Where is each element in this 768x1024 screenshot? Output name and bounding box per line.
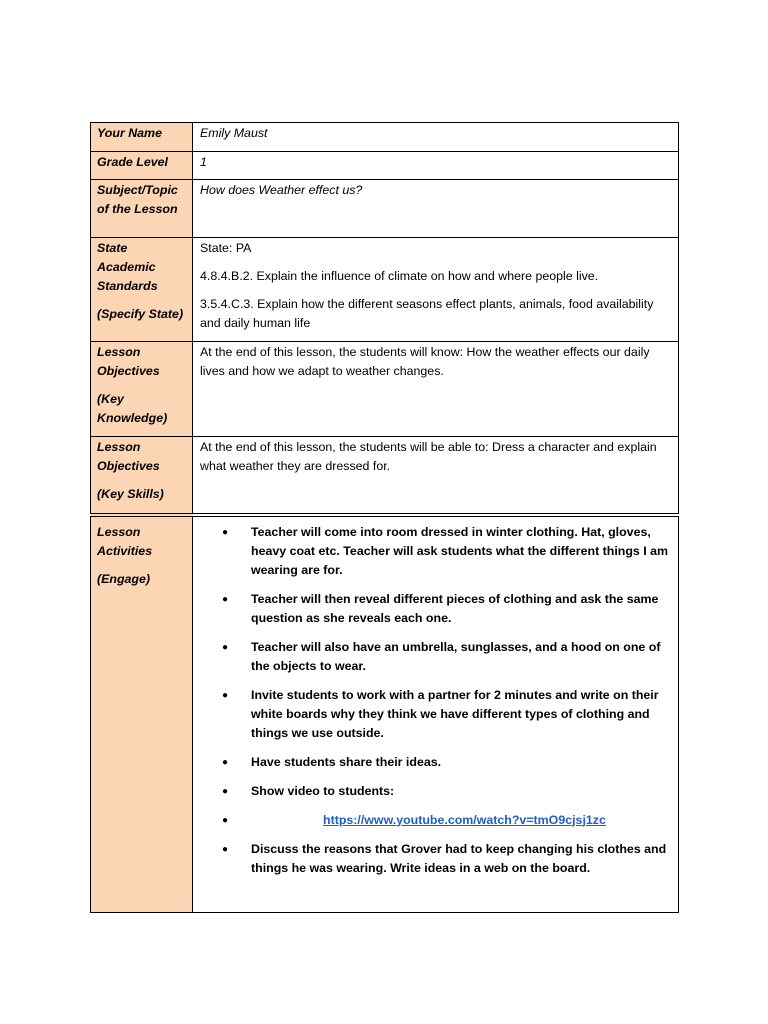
list-item: ● Have students share their ideas. <box>222 753 672 772</box>
row-grade <box>91 152 679 180</box>
value-state-standards <box>193 238 679 342</box>
row-name <box>91 123 679 152</box>
value-objectives-knowledge: At the end of this lesson, the students will know: How the weather effects our daily lives and how we adapt to weather changes. <box>193 342 679 437</box>
bullet-icon: ● <box>222 785 229 797</box>
bullet-icon: ● <box>222 689 229 701</box>
label-state-standards: State Academic Standards (Specify State) <box>91 238 193 342</box>
label-subject-topic: Subject/Topic of the Lesson <box>91 180 193 238</box>
lesson-plan-table <box>90 122 679 913</box>
row-objectives-knowledge <box>91 342 679 437</box>
value-subject-topic: How does Weather effect us? <box>193 180 679 238</box>
label-your-name: Your Name <box>91 123 193 152</box>
label-objectives-knowledge: Lesson Objectives (Key Knowledge) <box>91 342 193 437</box>
list-item: ● Invite students to work with a partner for 2 minutes and write on their white boards why they think we have different types of clothing and things we use outside. <box>222 687 659 740</box>
bullet-icon: ● <box>222 593 229 605</box>
list-item: ● Show video to students: <box>222 782 672 801</box>
bullet-icon: ● <box>222 526 229 538</box>
list-item: ● Teacher will come into room dressed in winter clothing. Hat, gloves, heavy coat etc. Teacher will ask students what the different things I am wearing are for. <box>222 524 669 577</box>
list-item: ● Discuss the reasons that Grover had to keep changing his clothes and things he was wearing. Write ideas in a web on the board. <box>222 841 667 875</box>
value-grade-level: 1 <box>193 152 679 180</box>
value-lesson-activities <box>193 515 679 913</box>
bullet-icon: ● <box>222 814 229 826</box>
row-objectives-skills <box>91 437 679 515</box>
bullet-icon: ● <box>222 843 229 855</box>
label-objectives-skills: Lesson Objectives (Key Skills) <box>91 437 193 515</box>
value-your-name: Emily Maust <box>193 123 679 152</box>
standard-item: 4.8.4.B.2. Explain the influence of climate on how and where people live. <box>200 269 599 283</box>
state-name: State: PA <box>200 241 252 255</box>
row-subject <box>91 180 679 238</box>
label-grade-level: Grade Level <box>91 152 193 180</box>
video-link[interactable]: https://www.youtube.com/watch?v=tmO9cjsj1zc <box>323 812 606 827</box>
row-activities <box>91 515 679 913</box>
row-standards <box>91 238 679 342</box>
bullet-icon: ● <box>222 641 229 653</box>
list-item: ● Teacher will then reveal different pieces of clothing and ask the same question as she reveals each one. <box>222 591 659 625</box>
list-item: ● Teacher will also have an umbrella, sunglasses, and a hood on one of the objects to wear. <box>222 639 661 673</box>
label-lesson-activities: Lesson Activities (Engage) <box>91 515 193 913</box>
value-objectives-skills: At the end of this lesson, the students will be able to: Dress a character and explain what weather they are dressed for. <box>193 437 679 515</box>
standard-item: 3.5.4.C.3. Explain how the different seasons effect plants, animals, food availability and daily human life <box>200 297 654 330</box>
activities-list <box>200 523 672 878</box>
bullet-icon: ● <box>222 756 229 768</box>
list-item <box>222 811 672 830</box>
